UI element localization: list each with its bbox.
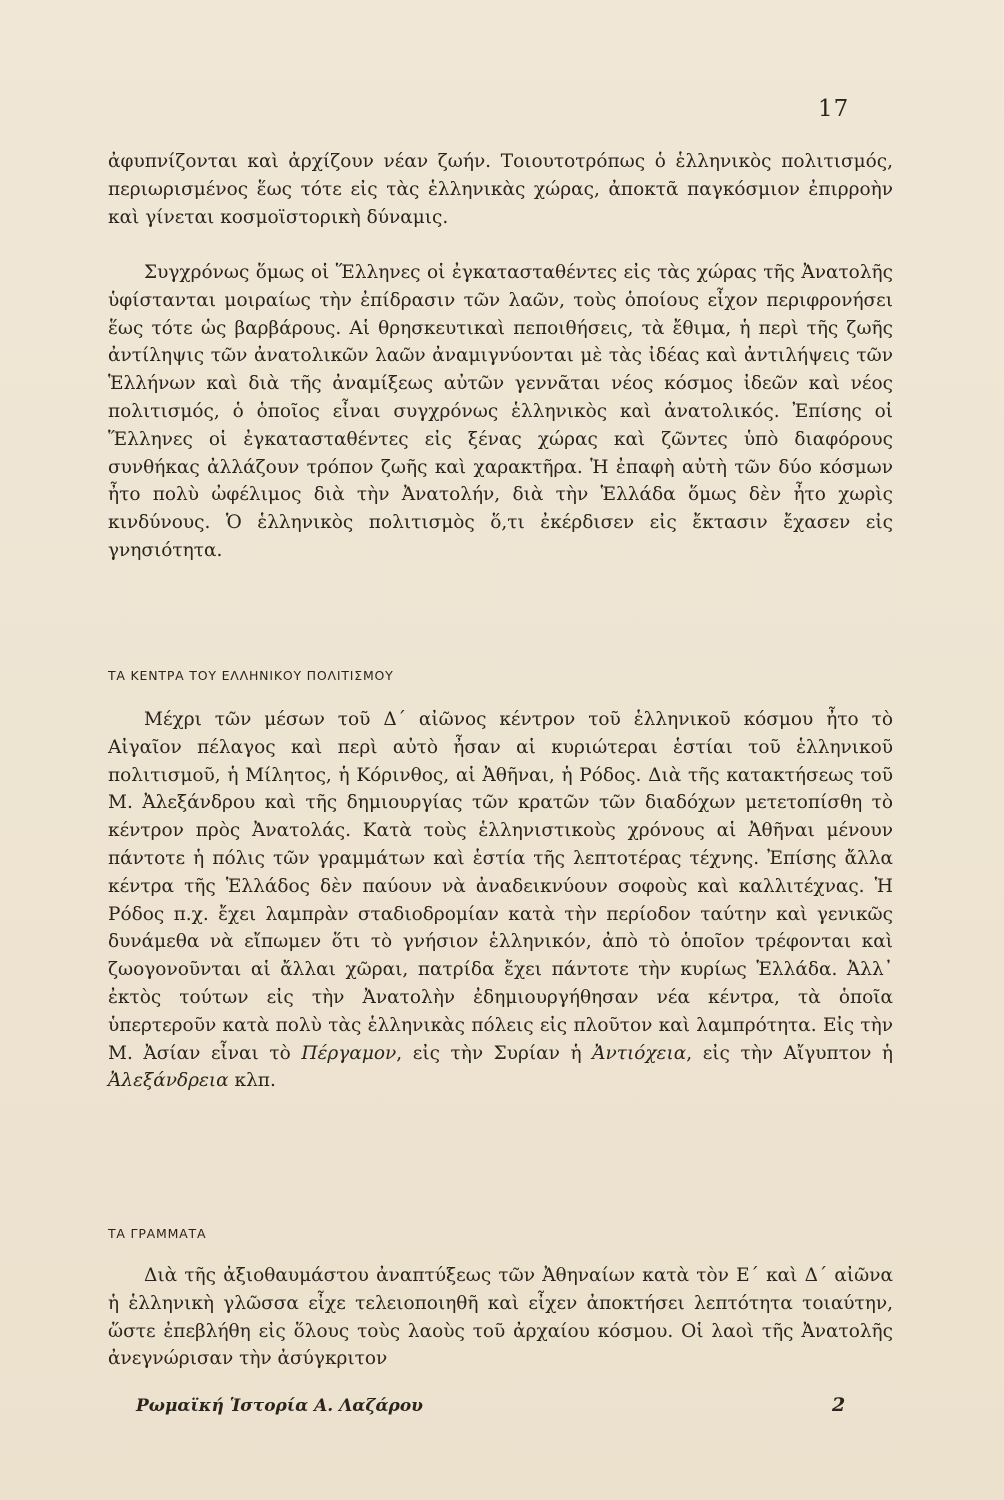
intro-paragraph-2: Συγχρόνως ὅμως οἱ Ἕλληνες οἱ ἐγκατασταθέντες εἰς τὰς χώρας τῆς Ἀνατολῆς ὑφίστανται μοιραίως τὴν ἐπίδρασιν τῶν λαῶν, τοὺς ὁποίους εἶχον περιφρονήσει ἕως τότε ὡς βαρβάρους. Αἱ θρησκευτικαὶ πεποιθήσεις, τὰ ἔθιμα, ἡ περὶ τῆς ζωῆς ἀντίληψις τῶν ἀνατολικῶν λαῶν ἀναμιγνύονται μὲ τὰς ἰδέας καὶ ἀντιλήψεις τῶν Ἑλλήνων καὶ διὰ τῆς ἀναμίξεως αὐτῶν γεννᾶται νέος κόσμος ἰδεῶν καὶ νέος πολιτισμός, ὁ ὁποῖος εἶναι συγχρόνως ἑλληνικὸς καὶ ἀνατολικός. Ἐπίσης οἱ Ἕλληνες οἱ ἐγκατασταθέντες εἰς ξένας χώρας καὶ ζῶντες ὑπὸ διαφόρους συνθήκας ἀλλάζουν τρόπον ζωῆς καὶ χαρακτῆρα. Ἡ ἐπαφὴ αὐτὴ τῶν δύο κόσμων ἦτο πολὺ ὠφέλιμος διὰ τὴν Ἀνατολήν, διὰ τὴν Ἑλλάδα ὅμως δὲν ἦτο χωρὶς κινδύνους. Ὁ ἑλληνικὸς πολιτισμὸς ὅ,τι ἐκέρδισεν εἰς ἔκτασιν ἔχασεν εἰς γνησιότητα. <box>108 262 893 561</box>
centers-text-end: κλπ. <box>228 1070 276 1092</box>
antioch-term: Ἀντιόχεια <box>592 1042 687 1064</box>
alexandria-term: Ἀλεξάνδρεια <box>108 1070 229 1092</box>
page-number: 17 <box>818 96 850 122</box>
pergamon-term: Πέργαμον <box>301 1042 397 1064</box>
footer-book-title: Ρωμαϊκή Ἱστορία Α. Λαζάρου <box>136 1396 423 1416</box>
footer-signature: 2 <box>832 1394 846 1416</box>
letters-paragraph: Διὰ τῆς ἀξιοθαυμάστου ἀναπτύξεως τῶν Ἀθηναίων κατὰ τὸν Ε΄ καὶ Δ΄ αἰῶνα ἡ ἑλληνικὴ γλῶσσα εἶχε τελειοποιηθῆ καὶ εἶχεν ἀποκτήσει λεπτότητα τοιαύτην, ὥστε ἐπεβλήθη εἰς ὅλους τοὺς λαοὺς τοῦ ἀρχαίου κόσμου. Οἱ λαοὶ τῆς Ἀνατολῆς ἀνεγνώρισαν τὴν ἀσύγκριτον <box>108 1265 893 1370</box>
intro-paragraph-1: ἀφυπνίζονται καὶ ἀρχίζουν νέαν ζωήν. Τοιουτοτρόπως ὁ ἑλληνικὸς πολιτισμός, περιωρισμένος ἕως τότε εἰς τὰς ἑλληνικὰς χώρας, ἀποκτᾶ παγκόσμιον ἐπιρροὴν καὶ γίνεται κοσμοϊστορικὴ δύναμις. <box>108 151 893 228</box>
centers-text-mid: , εἰς τὴν Συρίαν ἡ <box>396 1042 593 1064</box>
centers-text: Μέχρι τῶν μέσων τοῦ Δ΄ αἰῶνος κέντρον τοῦ ἑλληνικοῦ κόσμου ἦτο τὸ Αἰγαῖον πέλαγος καὶ περὶ αὐτὸ ἦσαν αἱ κυριώτεραι ἑστίαι τοῦ ἑλληνικοῦ πολιτισμοῦ, ἡ Μίλητος, ἡ Κόρινθος, αἱ Ἀθῆναι, ἡ Ρόδος. Διὰ τῆς κατακτήσεως τοῦ Μ. Ἀλεξάνδρου καὶ τῆς δημιουργίας τῶν κρατῶν τῶν διαδόχων μετετοπίσθη τὸ κέντρον πρὸς Ἀνατολάς. Κατὰ τοὺς ἑλληνιστικοὺς χρόνους αἱ Ἀθῆναι μένουν πάντοτε ἡ πόλις τῶν γραμμάτων καὶ ἑστία τῆς λεπτοτέρας τέχνης. Ἐπίσης ἄλλα κέντρα τῆς Ἑλλάδος δὲν παύουν νὰ ἀναδεικνύουν σοφοὺς καὶ καλλιτέχνας. Ἡ Ρόδος π.χ. ἔχει λαμπρὰν σταδιοδρομίαν κατὰ τὴν περίοδον ταύτην καὶ γενικῶς δυνάμεθα νὰ εἴπωμεν ὅτι τὸ γνήσιον ἑλληνικόν, ἀπὸ τὸ ὁποῖον τρέφονται καὶ ζωογονοῦνται αἱ ἄλλαι χῶραι, πατρίδα ἔχει πάντοτε τὴν κυρίως Ἑλλάδα. Ἀλλ᾿ ἐκτὸς τούτων εἰς τὴν Ἀνατολὴν ἐδημιουργήθησαν νέα κέντρα, τὰ ὁποῖα ὑπερτεροῦν κατὰ πολὺ τὰς ἑλληνικὰς πόλεις εἰς πλοῦτον καὶ λαμπρότητα. Εἰς τὴν Μ. Ἀσίαν εἶναι τὸ <box>108 709 893 1064</box>
centers-text-mid2: , εἰς τὴν Αἴγυπτον ἡ <box>686 1042 893 1064</box>
centers-paragraph <box>108 706 893 1095</box>
section-heading-letters: ΤΑ ΓΡΑΜΜΑΤΑ <box>108 1226 207 1241</box>
section-heading-centers: ΤΑ ΚΕΝΤΡΑ ΤΟΥ ΕΛΛΗΝΙΚΟΥ ΠΟΛΙΤΙΣΜΟΥ <box>108 668 394 683</box>
